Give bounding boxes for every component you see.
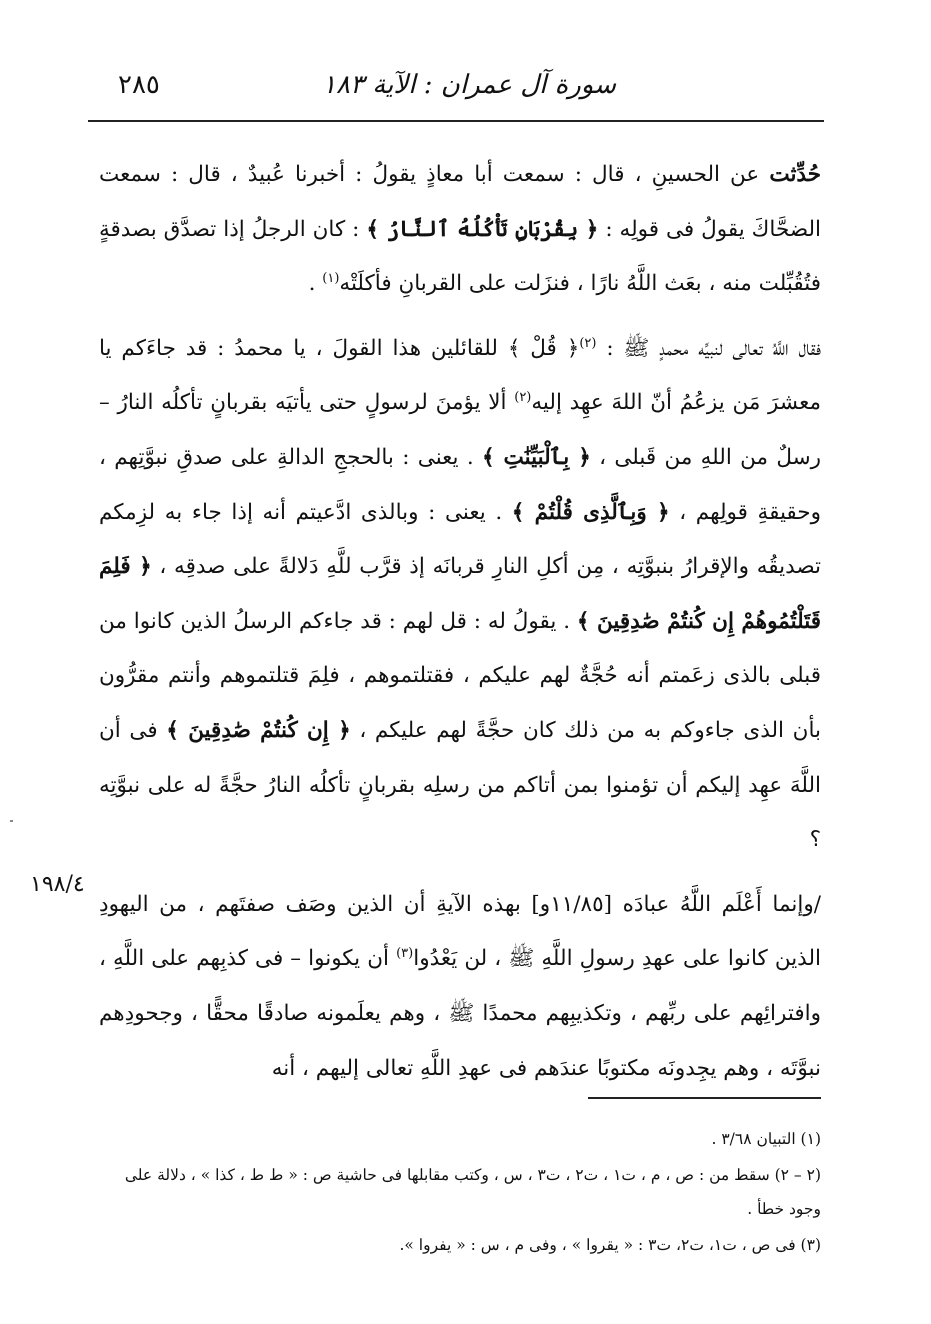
text-span: . يعنى : بالحججِ الدالةِ على صدقِ نبوَّتِهم ، وحقيقةِ قولِهم ، [99, 444, 821, 525]
footnote: (٣) فى ص ، ت١، ت٢، ت٣ : « يقروا » ، وفى م ، س : « يفروا ». [399, 1236, 821, 1254]
footnote-marker: (١) [322, 271, 340, 287]
text-span: . يعنى : وبالذى ادَّعيتم أنه إذا جاء به لزِمكم تصديقُه والإقرارُ بنبوَّتِه ، مِن أكلِ النارِ قربانَه إذ قرَّب للَّهِ دَلالةً على صدقِه ، [99, 499, 821, 580]
footnote: (١) التبيان ٣/٦٨ . [711, 1130, 821, 1148]
quran-quote: ﴿ وَبِٱلَّذِى قُلْتُمْ ﴾ [511, 499, 670, 525]
footnote-marker: (٢) [579, 335, 597, 351]
running-title: سورة آل عمران : الآية ١٨٣ [322, 70, 616, 100]
paragraph-3 [99, 878, 821, 1096]
footnote-rule [588, 1097, 821, 1099]
paragraph-1 [99, 148, 821, 312]
footnote-marker: (٣) [396, 946, 414, 962]
paragraph-lead-word: حُدِّثت [769, 162, 821, 187]
text-span: فى أن اللَّهَ عهِد إليكم أن تؤمنوا بمن أتاكم من رسلِه بقربانٍ تأكلُه النارُ حجَّةً له على نبوَّتِه ؟ [99, 717, 821, 853]
quran-quote: ﴿ بِٱلْبَيِّنَٰتِ ﴾ [481, 444, 591, 470]
header-rule [88, 120, 824, 122]
footnote-marker: (٢) [514, 390, 532, 406]
page-number: ٢٨٥ [118, 70, 160, 100]
footnote: (٢ – ٢) سقط من : ص ، م ، ت١ ، ت٢ ، ت٣ ، س ، وكتب مقابلها فى حاشية ص : « ط ط ، كذا » ، دلالة على وجود خطأ . [124, 1166, 821, 1218]
margin-reference: ١٩٨/٤ [30, 872, 85, 897]
main-text [99, 148, 821, 1096]
text-span: فقال اللَّهُ تعالى لنبيِّه محمدٍ ﷺ : [596, 335, 821, 361]
quran-quote: ﴿ إِن كُنتُمْ صَٰدِقِينَ ﴾ [166, 717, 351, 743]
text-span: . يقولُ له : قل لهم : قد جاءكم الرسلُ الذين كانوا من قبلى بالذى زعَمتم أنه حُجَّةٌ لهم عليكم ، فقتلتموهم ، فلِمَ قتلتموهم وأنتم مقرُّون بأن الذى جاءوكم به من ذلك كان حجَّةً لهم عليكم ، [99, 608, 821, 743]
text-span: أن يكونوا – فى كذبِهم على اللَّهِ ، وافترائِهم على ربِّهم ، وتكذيبِهم محمدًا ﷺ ، وهم يعلَمونه صادقًا محقًّا ، وجحودِهم نبوَّتَه ، وهم يجِدونَه مكتوبًا عندَهم فى عهدِ اللَّهِ تعالى إليهم ، أنه [99, 946, 821, 1081]
quran-quote: ﴿ فَلِمَ قَتَلْتُمُوهُمْ إِن كُنتُمْ صَٰدِقِينَ ﴾ [99, 554, 821, 634]
text-span: . [308, 271, 323, 297]
text-span: : كان الرجلُ إذا تصدَّق بصدقةٍ فتُقُبِّلت منه ، بعَث اللَّهُ نارًا ، فنزَلت على القربانِ فأكلَتْه [99, 216, 821, 297]
text-span: ﴿ قُلْ ﴾ للقائلين هذا القولَ ، يا محمدُ : قد جاءَكم يا معشرَ مَن يزعُمُ أنّ اللهَ عهِد إليه [99, 335, 821, 416]
paragraph-2 [99, 322, 821, 868]
text-span: /وإنما أَعْلَم اللَّهُ عبادَه [١١/٨٥و] بهذه الآيةِ أن الذين وصَف صفتَهم ، من اليهودِ الذين كانوا على عهدِ رسولِ اللَّهِ ﷺ ، لن يَعْدُوا [99, 891, 821, 972]
footnotes [99, 1122, 821, 1264]
page-header [90, 62, 826, 112]
quran-quote: ﴿ بِقُرْبَانٍ تَأْكُلُهُ ٱلنَّارُ ﴾ [366, 216, 599, 242]
scan-speck [10, 820, 13, 822]
text-span: عن الحسينِ ، قال : سمعت أبا معاذٍ يقولُ : أخبرنا عُبيدٌ ، قال : سمعت الضحَّاكَ يقولُ فى قولِه : [99, 162, 821, 242]
text-span: ألا يؤمنَ لرسولٍ حتى يأتيَه بقربانٍ تأكلُه النارُ – رسلٌ من اللهِ من قَبلى ، [99, 390, 821, 470]
